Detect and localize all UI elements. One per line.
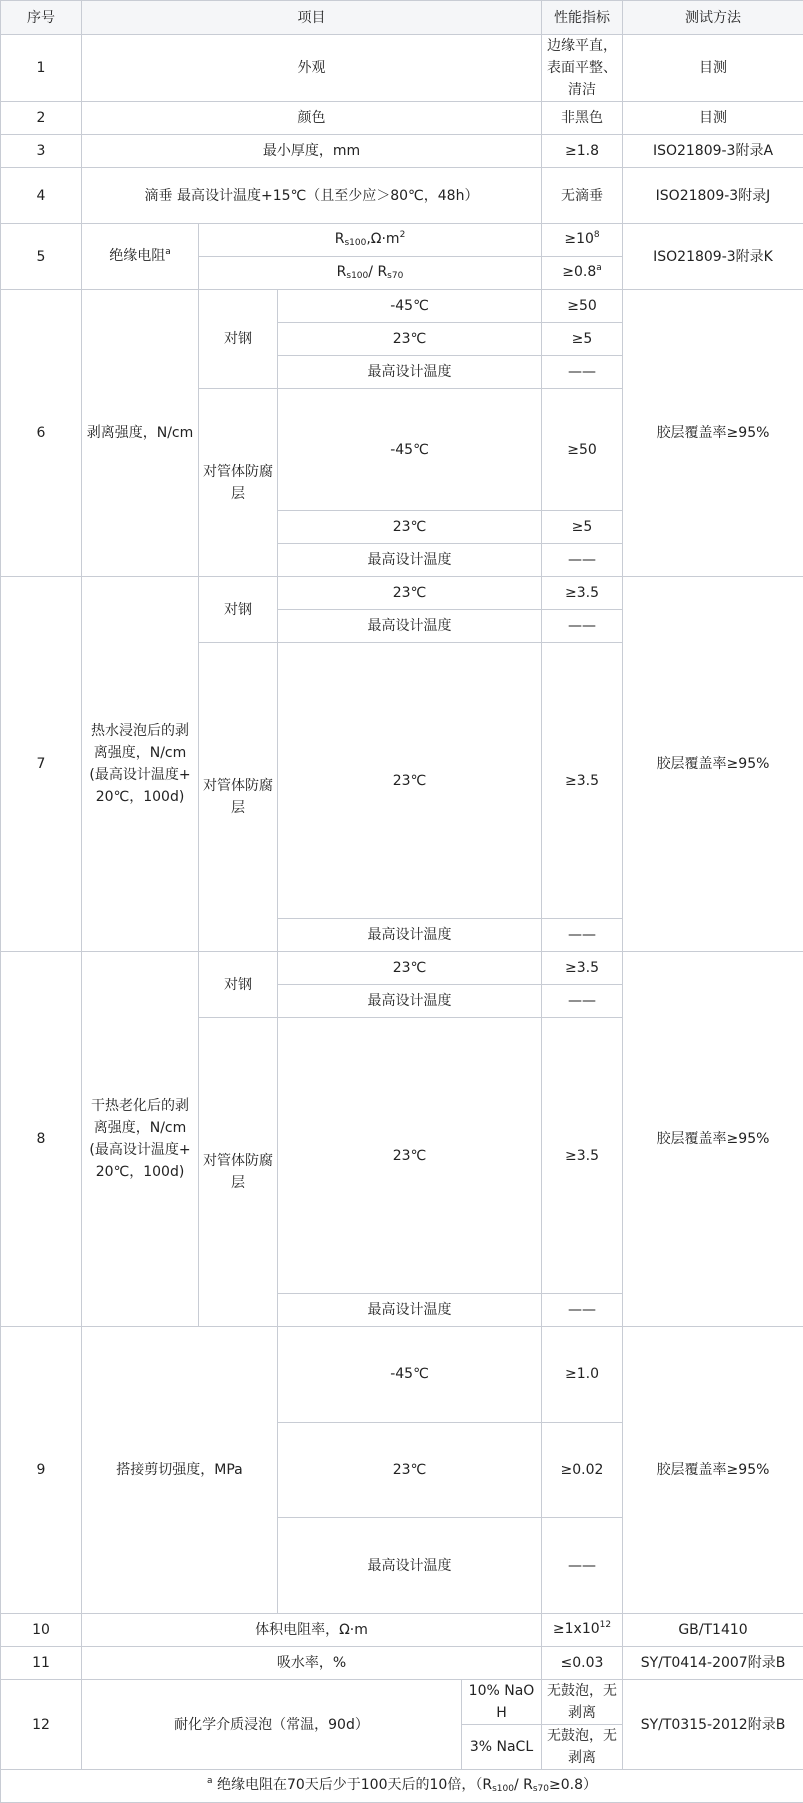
group-cell: 对钢 [199, 290, 278, 389]
footnote-mark: a [596, 263, 602, 273]
method-cell: 目测 [623, 102, 803, 135]
temp-cell: 23℃ [278, 643, 542, 919]
table-row [1, 1327, 803, 1423]
row-number: 12 [1, 1680, 82, 1770]
temp-cell: 23℃ [278, 577, 542, 610]
item-cell: 绝缘电阻$^a$ [82, 224, 199, 290]
value-cell: —— [542, 544, 623, 577]
temp-cell: 最高设计温度 [278, 356, 542, 389]
row-number: 7 [1, 577, 82, 952]
table-row [1, 1680, 803, 1725]
group-cell: 对管体防腐层 [199, 643, 278, 952]
spec-cell: $\ge 10^8$ [542, 224, 623, 257]
spec-cell: ≤0.03 [542, 1647, 623, 1680]
header-item: 项目 [82, 1, 542, 35]
temp-cell: 23℃ [278, 511, 542, 544]
spec-cell: 无鼓泡，无剥离 [542, 1725, 623, 1770]
temp-cell: 23℃ [278, 952, 542, 985]
row-number: 1 [1, 35, 82, 102]
temp-cell: 最高设计温度 [278, 1294, 542, 1327]
row-number: 8 [1, 952, 82, 1327]
value-cell: ≥50 [542, 290, 623, 323]
temp-cell: -45℃ [278, 389, 542, 511]
group-cell: 对钢 [199, 577, 278, 643]
row-number: 3 [1, 135, 82, 168]
method-cell: SY/T0315-2012附录B [623, 1680, 803, 1770]
header-spec: 性能指标 [542, 1, 623, 35]
value-cell: ≥5 [542, 323, 623, 356]
item-cell: 体积电阻率，Ω·m [82, 1614, 542, 1647]
temp-cell: 最高设计温度 [278, 1518, 542, 1614]
item-cell: 最小厚度，mm [82, 135, 542, 168]
value-cell: —— [542, 985, 623, 1018]
value-cell: ≥50 [542, 389, 623, 511]
method-cell: GB/T1410 [623, 1614, 803, 1647]
item-cell: 滴垂 最高设计温度+15℃（且至少应＞80℃，48h） [82, 168, 542, 224]
footnote-row [1, 1770, 803, 1803]
value-cell: ≥3.5 [542, 643, 623, 919]
item-cell: 干热老化后的剥离强度，N/cm(最高设计温度+20℃，100d) [82, 952, 199, 1327]
spec-cell: $\ge 1x10^{12}$ [542, 1614, 623, 1647]
table-row [1, 135, 803, 168]
row-number: 11 [1, 1647, 82, 1680]
sub-item-cell: $R_{s100}/$ $R_{s70}$ [199, 257, 542, 290]
table-row [1, 952, 803, 985]
value-cell: ≥1.0 [542, 1327, 623, 1423]
row-number: 10 [1, 1614, 82, 1647]
temp-cell: -45℃ [278, 1327, 542, 1423]
header-no: 序号 [1, 1, 82, 35]
value-cell: —— [542, 610, 623, 643]
coverage-cell: 胶层覆盖率≥95% [623, 577, 803, 952]
group-cell: 对管体防腐层 [199, 1018, 278, 1327]
item-cell: 颜色 [82, 102, 542, 135]
row-number: 5 [1, 224, 82, 290]
header-method: 测试方法 [623, 1, 803, 35]
table-row [1, 168, 803, 224]
value-cell: ≥3.5 [542, 577, 623, 610]
spec-cell: 无鼓泡，无剥离 [542, 1680, 623, 1725]
table-row [1, 577, 803, 610]
table-row [1, 1614, 803, 1647]
group-cell: 对管体防腐层 [199, 389, 278, 577]
temp-cell: 最高设计温度 [278, 610, 542, 643]
sub-item-cell: $R_{s100},\Omega\cdot m^2$ [199, 224, 542, 257]
coverage-cell: 胶层覆盖率≥95% [623, 1327, 803, 1614]
temp-cell: 23℃ [278, 1422, 542, 1518]
table-row [1, 224, 803, 257]
method-cell: ISO21809-3附录J [623, 168, 803, 224]
spec-cell: 无滴垂 [542, 168, 623, 224]
item-cell: 搭接剪切强度，MPa [82, 1327, 278, 1614]
item-cell: 热水浸泡后的剥离强度，N/cm(最高设计温度+20℃，100d) [82, 577, 199, 952]
value-cell: —— [542, 356, 623, 389]
coverage-cell: 胶层覆盖率≥95% [623, 290, 803, 577]
table-row [1, 1647, 803, 1680]
item-cell: 吸水率，% [82, 1647, 542, 1680]
spec-cell: ≥1.8 [542, 135, 623, 168]
spec-cell: 边缘平直，表面平整、清洁 [542, 35, 623, 102]
item-cell: 剥离强度，N/cm [82, 290, 199, 577]
value-cell: ≥5 [542, 511, 623, 544]
coverage-cell: 胶层覆盖率≥95% [623, 952, 803, 1327]
item-cell: 耐化学介质浸泡（常温，90d） [82, 1680, 462, 1770]
row-number: 6 [1, 290, 82, 577]
item-cell: 外观 [82, 35, 542, 102]
medium-cell: 10% NaOH [462, 1680, 542, 1725]
spec-cell: ≥0.8$^a$ [542, 257, 623, 290]
footnote-mark: a [165, 247, 171, 257]
row-number: 2 [1, 102, 82, 135]
method-cell: SY/T0414-2007附录B [623, 1647, 803, 1680]
method-cell: ISO21809-3附录A [623, 135, 803, 168]
header-row [1, 1, 803, 35]
medium-cell: 3% NaCL [462, 1725, 542, 1770]
table-row [1, 102, 803, 135]
table-row [1, 290, 803, 323]
temp-cell: 23℃ [278, 1018, 542, 1294]
value-cell: —— [542, 919, 623, 952]
temp-cell: 最高设计温度 [278, 985, 542, 1018]
value-cell: ≥0.02 [542, 1422, 623, 1518]
footnote-mark: a [207, 1776, 213, 1786]
method-cell: ISO21809-3附录K [623, 224, 803, 290]
value-cell: —— [542, 1294, 623, 1327]
group-cell: 对钢 [199, 952, 278, 1018]
temp-cell: -45℃ [278, 290, 542, 323]
row-number: 9 [1, 1327, 82, 1614]
value-cell: ≥3.5 [542, 952, 623, 985]
spec-cell: 非黑色 [542, 102, 623, 135]
temp-cell: 最高设计温度 [278, 919, 542, 952]
temp-cell: 最高设计温度 [278, 544, 542, 577]
footnote: $^a$ 绝缘电阻在70天后少于100天后的10倍，（$R_{s100}/$ $R_{s70}\ge 0.8$） [1, 1770, 803, 1803]
temp-cell: 23℃ [278, 323, 542, 356]
value-cell: ≥3.5 [542, 1018, 623, 1294]
value-cell: —— [542, 1518, 623, 1614]
table-row [1, 35, 803, 102]
method-cell: 目测 [623, 35, 803, 102]
row-number: 4 [1, 168, 82, 224]
